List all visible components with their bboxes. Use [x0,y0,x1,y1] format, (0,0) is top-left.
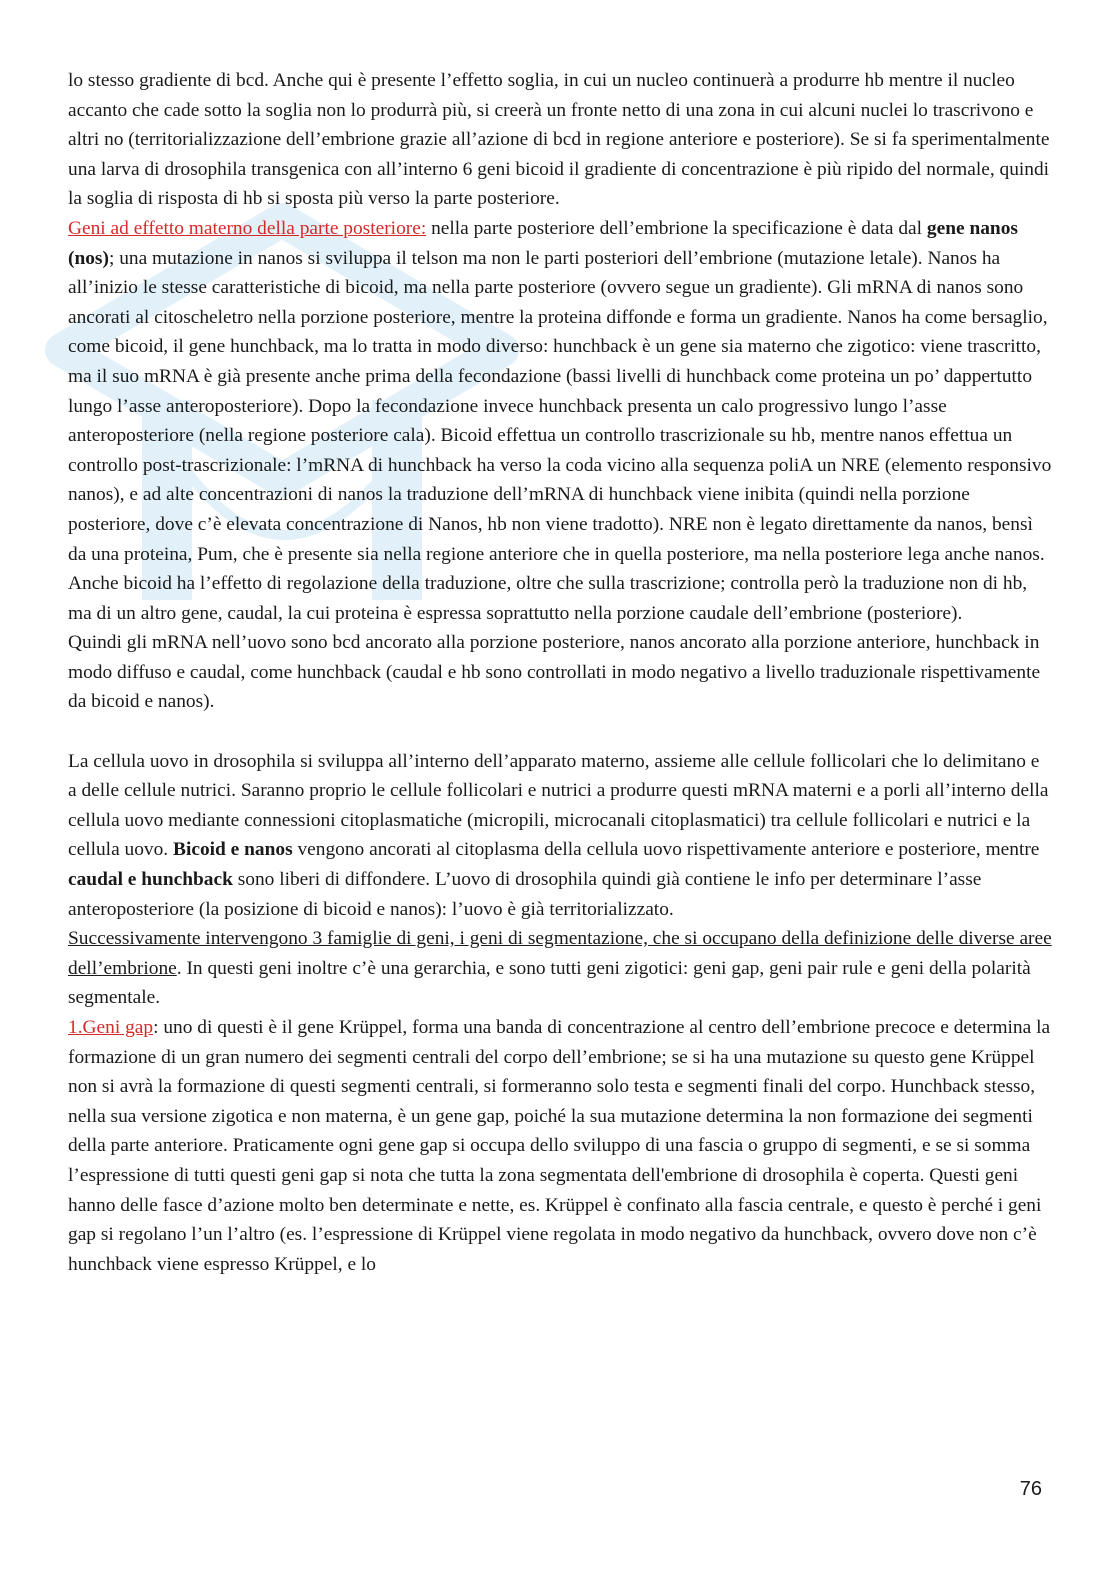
term-nanos: gene nanos (nos) [68,217,1018,269]
paragraph-posterior-genes: Geni ad effetto materno della parte posteriore: nella parte posteriore dell’embrione la specificazione è data dal gene nanos (nos); una mutazione in nanos si sviluppa il telson ma non le parti posteriori dell’embrione (mutazione letale). Nanos ha all’inizio le stesse caratteristiche di bicoid, ma nella parte posteriore (ovvero segue un gradiente). Gli mRNA di nanos sono ancorati al citoscheletro nella porzione posteriore, mentre la proteina diffonde e forma un gradiente. Nanos ha come bersaglio, come bicoid, il gene hunchback, ma lo tratta in modo diverso: hunchback è un gene sia materno che zigotico: viene trascritto, ma il suo mRNA è già presente anche prima della fecondazione (bassi livelli di hunchback come proteina un po’ dappertutto lungo l’asse anteroposteriore). Dopo la fecondazione invece hunchback presenta un calo progressivo lungo l’asse anteroposteriore (nella regione posteriore cala). Bicoid effettua un controllo trascrizionale su hb, mentre nanos effettua un controllo post-trascrizionale: l’mRNA di hunchback ha verso la coda vicino alla sequenza poliA un NRE (elemento responsivo nanos), e ad alte concentrazioni di nanos la traduzione dell’mRNA di hunchback viene inibita (quindi nella porzione posteriore, dove c’è elevata concentrazione di Nanos, hb non viene tradotto). NRE non è legato direttamente da nanos, bensì da una proteina, Pum, che è presente sia nella regione anteriore che in quella posteriore, ma nella posteriore lega anche nanos. Anche bicoid ha l’effetto di regolazione della traduzione, oltre che sulla trascrizione; controlla però la traduzione non di hb, ma di un altro gene, caudal, la cui proteina è espressa soprattutto nella porzione caudale dell’embrione (posteriore). [68,217,1052,624]
paragraph-gap-genes: 1.Geni gap: uno di questi è il gene Krüppel, forma una banda di concentrazione al centro dell’embrione precoce e determina la formazione di un gran numero dei segmenti centrali del corpo dell’embrione; se si ha una mutazione su questo gene Krüppel non si avrà la formazione di questi segmenti centrali, si formeranno solo testa e segmenti finali del corpo. Hunchback stesso, nella sua versione zigotica e non materna, è un gene gap, poiché la sua mutazione determina la non formazione dei segmenti della parte anteriore. Praticamente ogni gene gap si occupa dello sviluppo di una fascia o gruppo di segmenti, e se si somma l’espressione di tutti questi geni gap si nota che tutta la zona segmentata dell'embrione di drosophila è coperta. Questi geni hanno delle fasce d’azione molto ben determinate e nette, es. Krüppel è confinato alla fascia centrale, e questo è perché i geni gap si regolano l’un l’altro (es. l’espressione di Krüppel viene regolata in modo negativo da hunchback, ovvero dove non c’è hunchback viene espresso Krüppel, e lo [68,1017,1051,1275]
underlined-segmentation-intro: Successivamente intervengono 3 famiglie di geni, i geni di segmentazione, che si occupano della definizione delle diverse aree dell’embrione [68,928,1052,979]
section-heading-gap-genes: 1.Geni gap [68,1017,154,1038]
paragraph-mrna-summary: Quindi gli mRNA nell’uovo sono bcd ancorato alla porzione posteriore, nanos ancorato alla porzione anteriore, hunchback in modo diffuso e caudal, come hunchback (caudal e hb sono controllati in modo negativo a livello traduzionale rispettivamente da bicoid e nanos). [68,632,1041,713]
term-caudal-hunchback: caudal e hunchback [68,869,233,891]
page-number: 76 [1019,1478,1042,1500]
document-body [68,66,1052,1279]
section-heading-posterior-genes: Geni ad effetto materno della parte posteriore: [68,217,427,239]
paragraph-threshold-effect: lo stesso gradiente di bcd. Anche qui è presente l’effetto soglia, in cui un nucleo continuerà a produrre hb mentre il nucleo accanto che cade sotto la soglia non lo produrrà più, si creerà un fronte netto di una zona in cui alcuni nuclei lo trascrivono e altri no (territorializzazione dell’embrione grazie all’azione di bcd in regione anteriore e posteriore). Se si fa sperimentalmente una larva di drosophila transgenica con all’interno 6 geni bicoid il gradiente di concentrazione è più ripido del normale, quindi la soglia di risposta di hb si sposta più verso la parte posteriore. [68,70,1050,210]
term-bicoid-nanos: Bicoid e nanos [173,839,293,861]
paragraph-segmentation-genes: Successivamente intervengono 3 famiglie di geni, i geni di segmentazione, che si occupano della definizione delle diverse aree dell’embrione. In questi geni inoltre c’è una gerarchia, e sono tutti geni zigotici: geni gap, geni pair rule e geni della polarità segmentale. [68,928,1052,1009]
paragraph-egg-cell: La cellula uovo in drosophila si sviluppa all’interno dell’apparato materno, assieme alle cellule follicolari che lo delimitano e a delle cellule nutrici. Saranno proprio le cellule follicolari e nutrici a produrre questi mRNA materni e a porli all’interno della cellula uovo mediante connessioni citoplasmatiche (micropili, microcanali citoplasmatici) tra cellule follicolari e nutrici e la cellula uovo. Bicoid e nanos vengono ancorati al citoplasma della cellula uovo rispettivamente anteriore e posteriore, mentre caudal e hunchback sono liberi di diffondere. L’uovo di drosophila quindi già contiene le info per determinare l’asse anteroposteriore (la posizione di bicoid e nanos): l’uovo è già territorializzato. [68,750,1049,920]
blank-line [68,717,1052,747]
